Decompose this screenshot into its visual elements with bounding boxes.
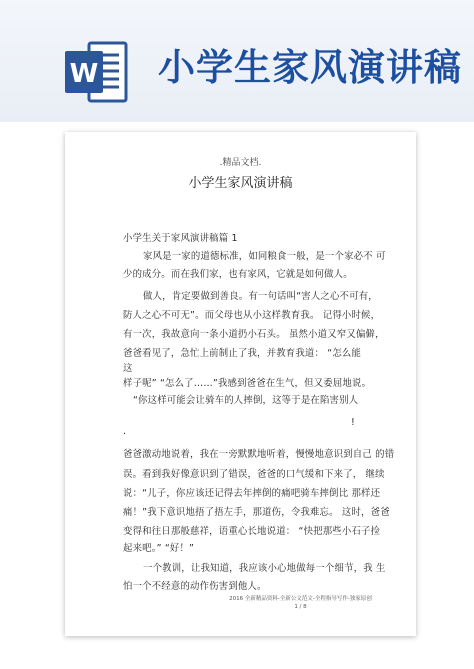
- body-line: 这: [123, 363, 133, 374]
- body-line: 少的成分。而在我们家，也有家风，它就是如何做人。: [123, 269, 353, 280]
- document-footer: 2016 全新精品资料-全新公文范文-全程指导写作-独家原创: [229, 596, 372, 602]
- body-line: 误。看到我好像意识到了错误，爸爸的口气缓和下来了， 继续: [123, 469, 385, 480]
- document-header: .精品文档.: [219, 158, 262, 168]
- body-line: 有一次，我故意向一条小道扔小石头。 虽然小道又窄又偏僻，: [123, 329, 385, 340]
- body-mark: .: [123, 426, 127, 437]
- document-subheading: 小学生关于家风演讲稿篇 1: [123, 233, 238, 244]
- body-line: 家风是一家的道德标准，如同粮食一般，是一个家必不 可: [143, 251, 386, 262]
- body-line: 做人，肯定要做到善良。有一句话叫“害人之心不可有，: [143, 291, 378, 302]
- body-line: 爸爸激动地说着，我在一旁默默地听着，慢慢地意识到自己 的错: [123, 449, 395, 460]
- body-mark: !: [351, 417, 355, 428]
- banner-title: 小学生家风演讲稿: [158, 46, 462, 89]
- body-line: “你这样可能会让骑车的人摔倒，这等于是在陷害别人: [133, 395, 359, 406]
- body-line: 样子呢” “怎么了……”我感到爸爸在生气，但又委屈地说。: [123, 378, 372, 389]
- page-number: 1 / 8: [294, 604, 307, 610]
- body-line: 说：“儿子，你应该还记得去年摔倒的痛吧骑车摔倒比 那样还: [123, 488, 381, 499]
- body-line: 防人之心不可无”。而父母也从小这样教育我。 记得小时候，: [123, 310, 381, 321]
- word-document-icon: [63, 39, 129, 105]
- body-line: 起来吧。” “好！”: [123, 543, 195, 554]
- banner: [0, 0, 474, 122]
- body-line: 怕一个不经意的动作伤害到他人。: [123, 581, 267, 592]
- body-line: 变得和往日那般慈祥，语重心长地说道： “快把那些小石子捡: [123, 526, 381, 537]
- body-line: 爸爸看见了，急忙上前制止了我，并教育我道： “怎么能: [123, 348, 362, 359]
- word-letter: W: [69, 59, 99, 89]
- document-title: 小学生家风演讲稿: [188, 176, 293, 191]
- body-line: 一个教训，让我知道，我应该小心地做每一个细节，我 生: [143, 563, 386, 574]
- document-page: [65, 132, 416, 636]
- body-line: 痛！”我下意识地捂了捂左手，那道伤，令我难忘。 这时，爸爸: [123, 507, 390, 518]
